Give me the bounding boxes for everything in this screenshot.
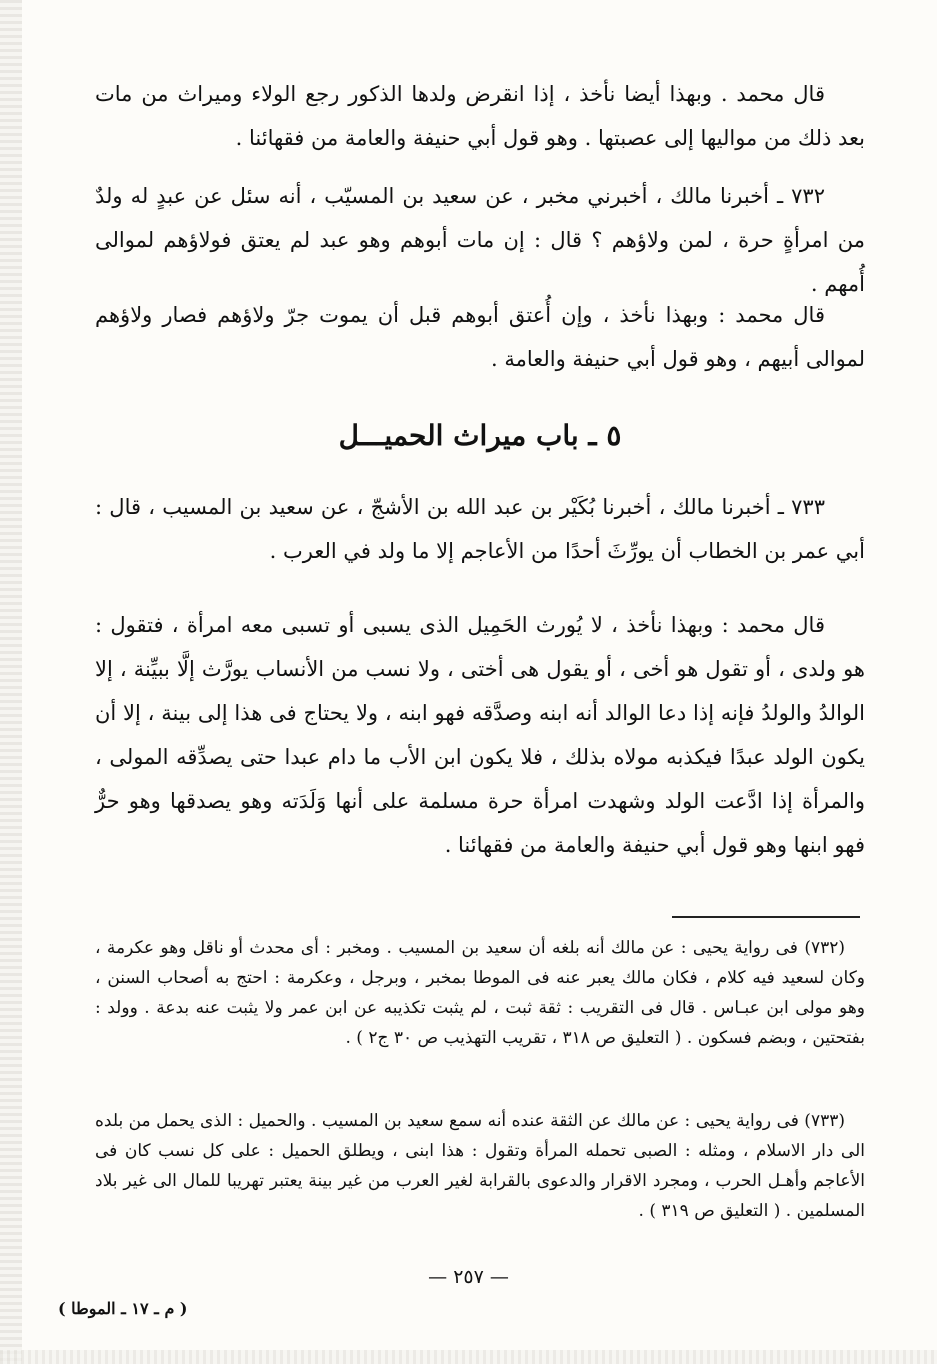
footnote-733: [95, 1106, 865, 1226]
paragraph-text: قال محمد . وبهذا أيضا نأخذ ، إذا انقرض ولدها الذكور رجع الولاء وميراث من مات بعد ذلك من مواليها إلى عصبتها . وهو قول أبي حنيفة والعامة من فقهائنا .: [95, 82, 865, 150]
paragraph-text: ٧٣٣ ـ أخبرنا مالك ، أخبرنا بُكَيْر بن عبد الله بن الأشجّ ، عن سعيد بن المسيب ، قال : أبي عمر بن الخطاب أن يورِّثَ أحدًا من الأعاجم إلا ما ولد في العرب .: [95, 495, 865, 563]
footnote-text: (٧٣٣) فى رواية يحيى : عن مالك عن الثقة عنده أنه سمع سعيد بن المسيب . والحميل : الذى يحمل من بلده الى دار الاسلام ، ومثله : الصبى تحمله المرأة وتقول : هذا ابنى ، ويطلق الحميل : على كل نسب كان فى الأعاجم وأهـل الحرب ، ومجرد الاقرار والدعوى بالقرابة لغير العرب من غير بينة يعتبر تهريبا للمال الى غير بلاد المسلمين . ( التعليق ص ٣١٩ ) .: [95, 1111, 865, 1221]
printer-signature: ( م ـ ١٧ ـ الموطا ): [58, 1299, 188, 1318]
paragraph-text: ٧٣٢ ـ أخبرنا مالك ، أخبرني مخبر ، عن سعيد بن المسيّب ، أنه سئل عن عبدٍ له ولدٌ من امرأةٍ حرة ، لمن ولاؤهم ؟ قال : إن مات أبوهم وهو عبد لم يعتق فولاؤهم لموالى أُمهم .: [95, 184, 865, 296]
footnote-732: [95, 933, 865, 1053]
paragraph-text: قال محمد : وبهذا نأخذ ، وإن أُعتق أبوهم قبل أن يموت جرّ ولاؤهم فصار ولاؤهم لموالى أبيهم ، وهو قول أبي حنيفة والعامة .: [95, 303, 865, 371]
paragraph-hadith-733: [95, 485, 865, 573]
footnote-text: (٧٣٢) فى رواية يحيى : عن مالك أنه بلغه أن سعيد بن المسيب . ومخبر : أى محدث أو ناقل وهو عكرمة ، وكان لسعيد فيه كلام ، فكان مالك يعبر عنه فى الموطا بمخبر ، وبرجل ، وعكرمة : احتج به أصحاب السنن ، وهو مولى ابن عبـاس . قال فى التقريب : ثقة ثبت ، لم يثبت تكذيبه عن ابن عمر ولا يثبت عنه بدعة . وولد : بفتحتين ، وبضم فسكون . ( التعليق ص ٣١٨ ، تقريب التهذيب ص ٣٠ ج٢ ) .: [95, 938, 865, 1048]
paragraph-commentary-1: [95, 72, 865, 160]
paragraph-text: قال محمد : وبهذا نأخذ ، لا يُورث الحَمِيل الذى يسبى أو تسبى معه امرأة ، فتقول : هو ولدى ، أو تقول هو أخى ، أو يقول هى أختى ، ولا نسب من الأنساب يورَّث إلَّا ببيِّنة ، إلا الوالدُ والولدُ فإنه إذا دعا الوالد أنه ابنه وصدَّقه فهو ابنه ، ولا يحتاج فى هذا إلى بينة ، إلا أن يكون الولد عبدًا فيكذبه مولاه بذلك ، فلا يكون ابن الأب ما دام عبدا حتى يصدِّقه المولى ، والمرأة إذا ادَّعت الولد وشهدت امرأة حرة مسلمة على أنها وَلَدَته وهو يصدقها وهو حرٌّ فهو ابنها وهو قول أبي حنيفة والعامة من فقهائنا .: [95, 613, 865, 857]
page-edge-left: [0, 0, 22, 1364]
page-edge-bottom: [0, 1350, 937, 1364]
paragraph-commentary-2: [95, 293, 865, 381]
page-number: — ٢٥٧ —: [428, 1266, 509, 1288]
footnote-divider: [672, 916, 860, 918]
section-heading: ٥ ـ باب ميراث الحميـــل: [338, 419, 622, 452]
paragraph-hadith-732: [95, 174, 865, 306]
paragraph-commentary-3: [95, 603, 865, 867]
